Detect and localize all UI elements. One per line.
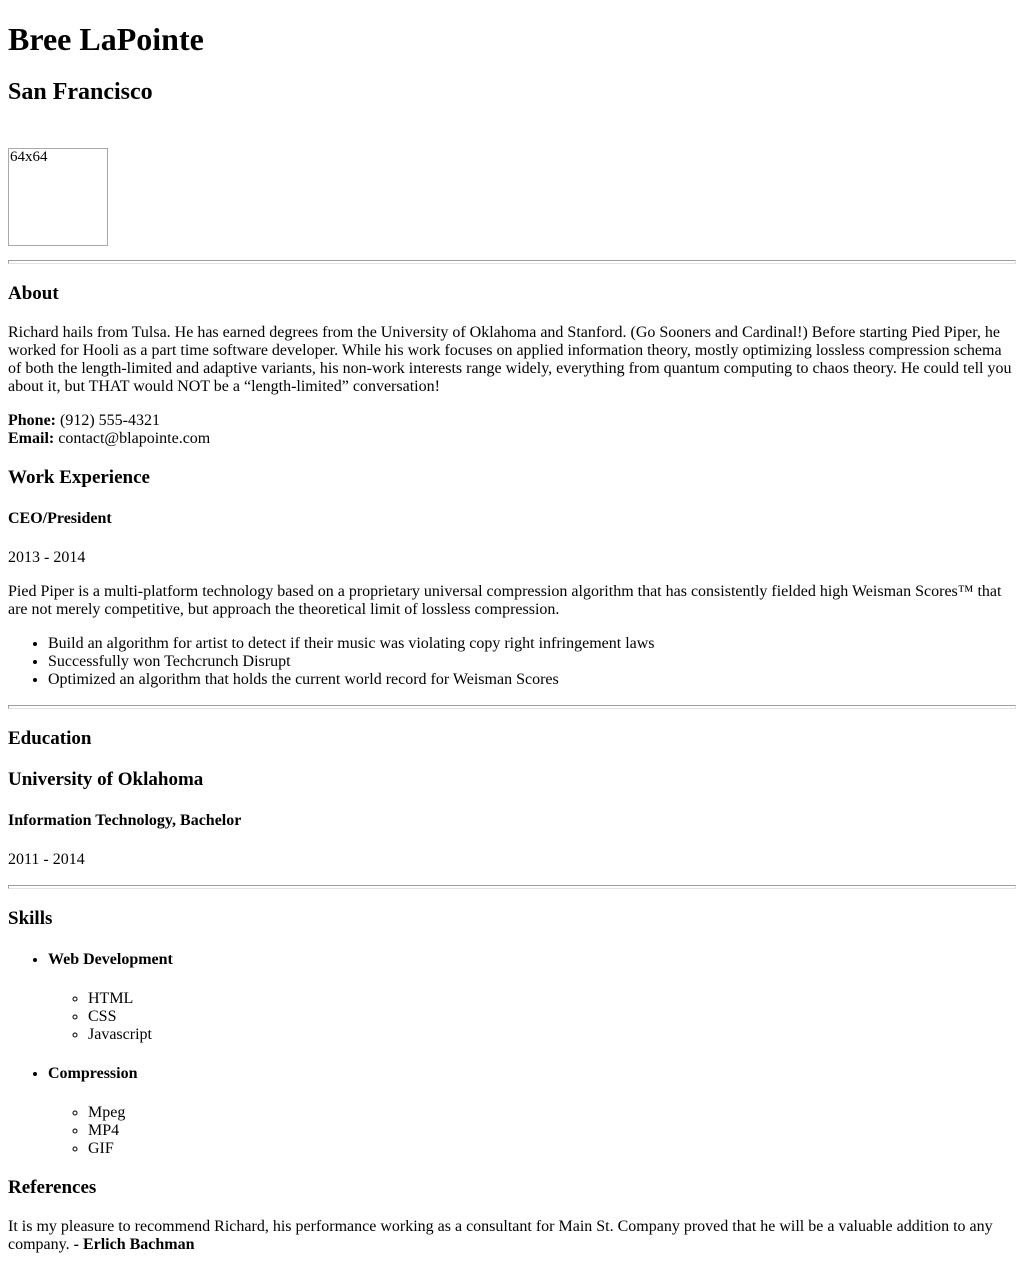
phone-value: (912) 555-4321	[60, 412, 160, 429]
profile-image-placeholder	[8, 148, 108, 246]
education-heading: Education	[8, 728, 92, 749]
section-divider	[8, 705, 1016, 709]
skill-item: ◦ MP4	[88, 1122, 1016, 1140]
skills-list	[8, 951, 1016, 1158]
image-alt-text: 64x64	[10, 149, 48, 165]
work-achievements-list	[8, 635, 1016, 689]
skill-item: ◦ Mpeg	[88, 1104, 1016, 1122]
skill-group-label: • Web Development	[48, 951, 173, 968]
section-divider	[8, 885, 1016, 889]
candidate-name: Bree LaPointe	[8, 21, 204, 57]
email-label: Email:	[8, 430, 55, 447]
work-achievement: • Successfully won Techcrunch Disrupt	[48, 653, 1016, 671]
skill-item: ◦ Javascript	[88, 1026, 1016, 1044]
about-bio: Richard hails from Tulsa. He has earned degrees from the University of Oklahoma and Stanford. (Go Sooners and Cardinal!) Before starting Pied Piper, he worked for Hooli as a part time software developer. While his work focuses on applied information theory, mostly optimizing lossless compression schema of both the length-limited and adaptive variants, his non-work interests range widely, everything from quantum computing to chaos theory. He could tell you about it, but THAT would NOT be a “length-limited” conversation!	[8, 324, 1012, 395]
skill-item: ◦ CSS	[88, 1008, 1016, 1026]
skill-group	[48, 951, 1016, 1044]
work-achievement: • Build an algorithm for artist to detect if their music was violating copy right infringement laws	[48, 635, 1016, 653]
work-experience-heading: Work Experience	[8, 467, 150, 488]
phone-label: Phone:	[8, 412, 56, 429]
skill-items-list	[48, 990, 1016, 1044]
skill-group	[48, 1065, 1016, 1158]
job-title: CEO/President	[8, 510, 112, 527]
job-dates: 2013 - 2014	[8, 549, 86, 566]
about-heading: About	[8, 283, 59, 304]
skill-group-label: • Compression	[48, 1065, 138, 1082]
skill-item: ◦ HTML	[88, 990, 1016, 1008]
references-heading: References	[8, 1177, 97, 1198]
skill-items-list	[48, 1104, 1016, 1158]
section-divider	[8, 260, 1016, 264]
reference-quote: It is my pleasure to recommend Richard, his performance working as a consultant for Main St. Company proved that he will be a valuable addition to any company.	[8, 1218, 993, 1253]
email-value: contact@blapointe.com	[58, 430, 211, 447]
work-achievement: • Optimized an algorithm that holds the current world record for Weisman Scores	[48, 671, 1016, 689]
degree: Information Technology, Bachelor	[8, 812, 242, 829]
school-name: University of Oklahoma	[8, 769, 204, 790]
candidate-location: San Francisco	[8, 79, 153, 105]
education-dates: 2011 - 2014	[8, 851, 85, 868]
skill-item: ◦ GIF	[88, 1140, 1016, 1158]
skills-heading: Skills	[8, 908, 53, 929]
job-description: Pied Piper is a multi-platform technology based on a proprietary universal compression algorithm that has consistently fielded high Weisman Scores™ that are not merely competitive, but approach the theoretical limit of lossless compression.	[8, 583, 1002, 618]
contact-info	[8, 412, 1016, 448]
reference-signature: - Erlich Bachman	[73, 1236, 195, 1253]
reference-text	[8, 1218, 1016, 1254]
